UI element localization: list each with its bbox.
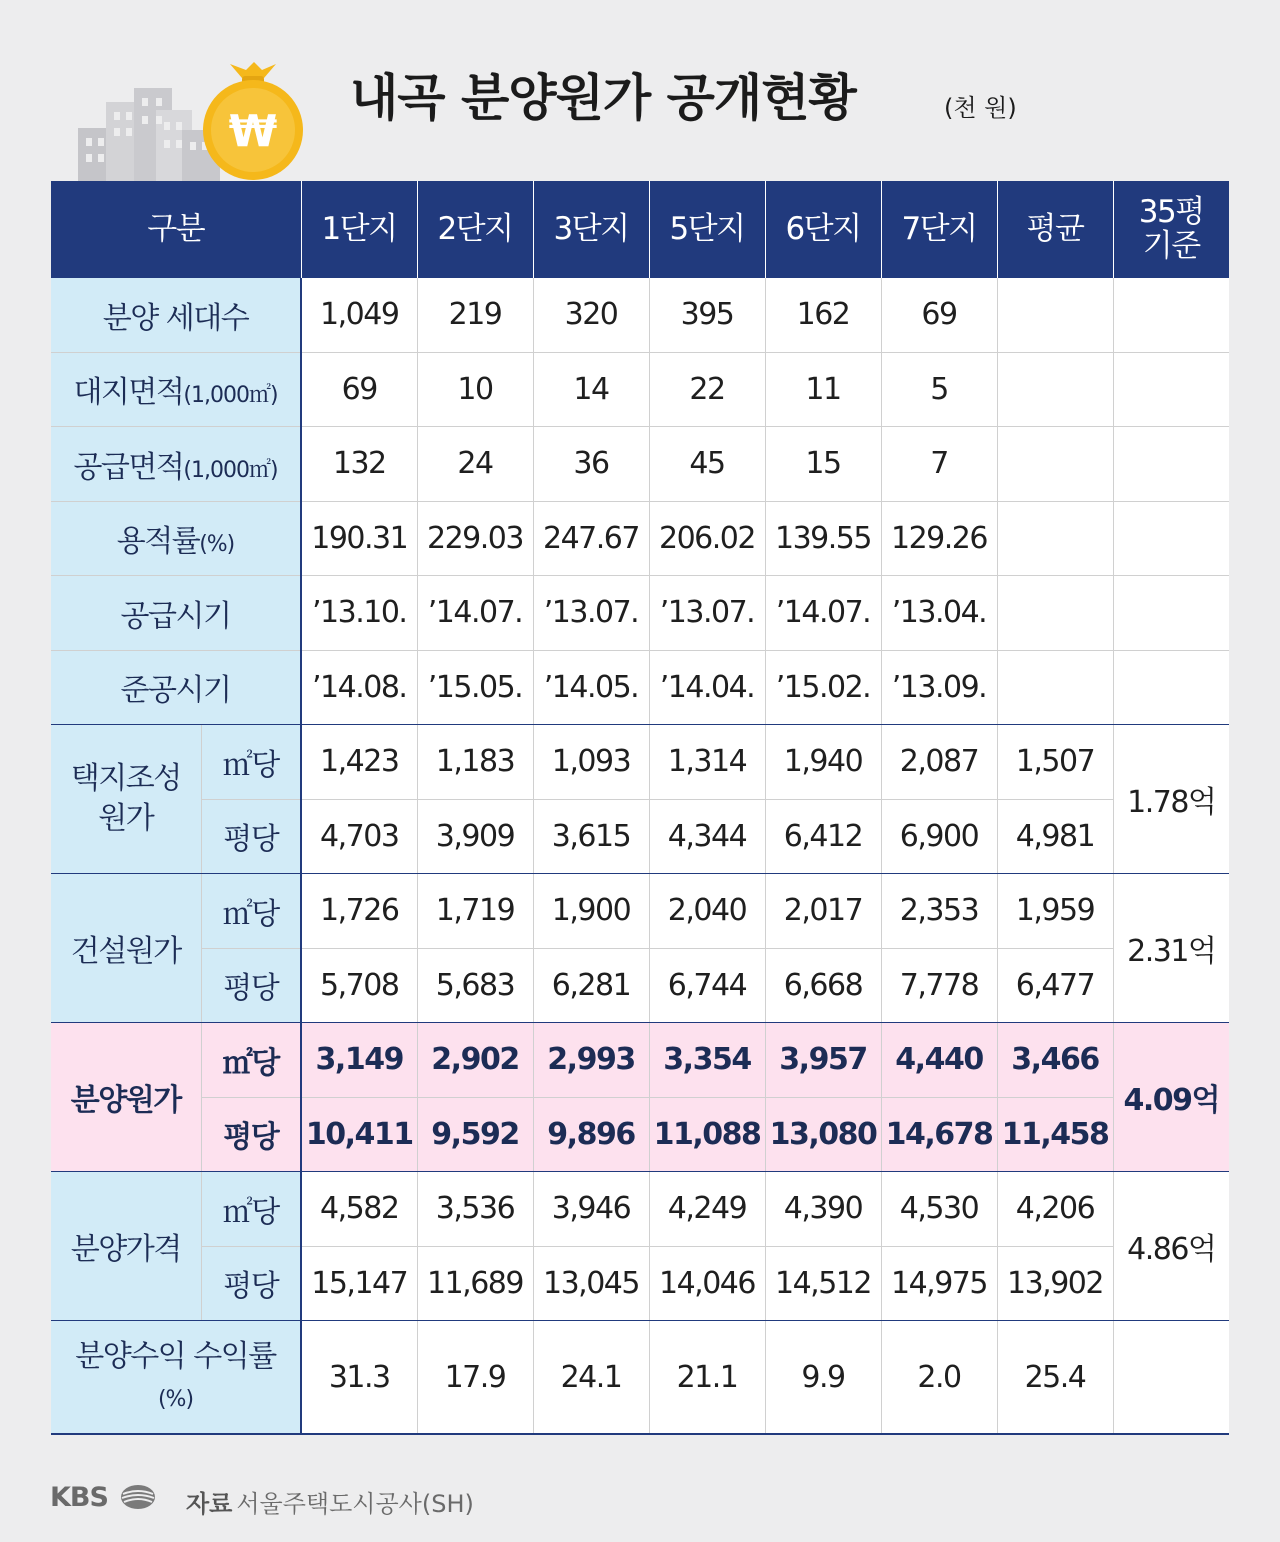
table-cell: ’14.07. [765, 576, 881, 651]
table-cell: 5,683 [417, 948, 533, 1023]
table-cell: 11,458 [997, 1097, 1113, 1172]
footer [50, 1478, 750, 1518]
table-cell: 11,689 [417, 1246, 533, 1321]
table-cell: 14,512 [765, 1246, 881, 1321]
table-cell [1113, 501, 1229, 576]
row-label-supply-area: 공급면적(1,000㎡) [51, 427, 301, 502]
table-cell: ’14.08. [301, 650, 417, 725]
table-cell: ’14.05. [533, 650, 649, 725]
table-cell [1113, 427, 1229, 502]
table-cell: 22 [649, 352, 765, 427]
header-35pyeong: 35평 기준 [1113, 181, 1229, 278]
table-cell: 2,902 [417, 1023, 533, 1098]
row-label-floor-area-ratio: 용적률(%) [51, 501, 301, 576]
table-cell: 13,902 [997, 1246, 1113, 1321]
table-cell: 2,353 [881, 874, 997, 949]
table-cell: 4,440 [881, 1023, 997, 1098]
header-average: 평균 [997, 181, 1113, 278]
table-cell [997, 576, 1113, 651]
row-label-land-area: 대지면적(1,000㎡) [51, 352, 301, 427]
table-cell: ’15.02. [765, 650, 881, 725]
header-complex-7: 7단지 [881, 181, 997, 278]
table-cell: 31.3 [301, 1321, 417, 1435]
table-cell [1113, 352, 1229, 427]
table-cell: 3,149 [301, 1023, 417, 1098]
table-cell: 15 [765, 427, 881, 502]
source-credit: 자료 서울주택도시공사(SH) [186, 1490, 474, 1518]
table-cell: 4,530 [881, 1172, 997, 1247]
table-cell: 10,411 [301, 1097, 417, 1172]
table-cell: 45 [649, 427, 765, 502]
table-row [51, 278, 1229, 352]
table-row [51, 1321, 1229, 1435]
header [0, 0, 1280, 181]
buildings-coin-illustration [70, 60, 310, 181]
total-35pyeong: 1.78억 [1113, 725, 1229, 874]
table-cell: 25.4 [997, 1321, 1113, 1435]
header-complex-5: 5단지 [649, 181, 765, 278]
table-cell: 162 [765, 278, 881, 352]
total-35pyeong: 4.86억 [1113, 1172, 1229, 1321]
group-label-sale-cost: 분양원가 [51, 1023, 201, 1172]
table-cell: 247.67 [533, 501, 649, 576]
table-cell: 14 [533, 352, 649, 427]
page-title: 내곡 분양원가 공개현황 [350, 69, 856, 127]
table-cell: 14,975 [881, 1246, 997, 1321]
table-cell: ’13.10. [301, 576, 417, 651]
table-cell: 14,678 [881, 1097, 997, 1172]
table-row [51, 352, 1229, 427]
table-cell: ’13.07. [533, 576, 649, 651]
table-cell: 6,744 [649, 948, 765, 1023]
table-row [51, 501, 1229, 576]
table-cell: 132 [301, 427, 417, 502]
table-row [51, 1023, 1229, 1098]
kbs-brand: KBS [50, 1482, 108, 1513]
table-cell: 395 [649, 278, 765, 352]
table-cell: 1,093 [533, 725, 649, 800]
table-cell: 10 [417, 352, 533, 427]
table-cell: 3,354 [649, 1023, 765, 1098]
table-cell: 2,017 [765, 874, 881, 949]
table-cell [997, 501, 1113, 576]
table-cell: 14,046 [649, 1246, 765, 1321]
table-cell: 1,900 [533, 874, 649, 949]
table-cell: 6,668 [765, 948, 881, 1023]
table-cell: 2,087 [881, 725, 997, 800]
table-cell [997, 278, 1113, 352]
table-row [51, 1172, 1229, 1247]
sub-label-pyeong: 평당 [201, 1097, 301, 1172]
table-cell: 2,993 [533, 1023, 649, 1098]
table-cell: 6,281 [533, 948, 649, 1023]
table-cell: 1,049 [301, 278, 417, 352]
table-row [51, 1097, 1229, 1172]
table-cell: 15,147 [301, 1246, 417, 1321]
table-row [51, 576, 1229, 651]
svg-text:₩: ₩ [228, 106, 278, 157]
table-row [51, 874, 1229, 949]
kbs-logo-icon [120, 1484, 156, 1510]
table-cell: 9,592 [417, 1097, 533, 1172]
table-cell: ’13.04. [881, 576, 997, 651]
table-cell: 1,719 [417, 874, 533, 949]
table-cell: 3,615 [533, 799, 649, 874]
table-row [51, 650, 1229, 725]
table-cell [1113, 278, 1229, 352]
sub-label-pyeong: 평당 [201, 1246, 301, 1321]
sub-label-sqm: ㎡당 [201, 725, 301, 800]
table-row [51, 799, 1229, 874]
table-cell: 1,314 [649, 725, 765, 800]
table-cell: 2.0 [881, 1321, 997, 1435]
table-cell: 3,957 [765, 1023, 881, 1098]
table-cell: 229.03 [417, 501, 533, 576]
table-cell: 4,703 [301, 799, 417, 874]
table-cell [997, 650, 1113, 725]
table-cell: 4,344 [649, 799, 765, 874]
total-35pyeong: 2.31억 [1113, 874, 1229, 1023]
row-label-completion: 준공시기 [51, 650, 301, 725]
table-cell: 4,582 [301, 1172, 417, 1247]
table-cell: 320 [533, 278, 649, 352]
table-cell: 206.02 [649, 501, 765, 576]
table-cell: 13,045 [533, 1246, 649, 1321]
table-cell: ’14.07. [417, 576, 533, 651]
table-cell: 9.9 [765, 1321, 881, 1435]
table-cell: 69 [301, 352, 417, 427]
table-cell: 1,726 [301, 874, 417, 949]
table-cell: 6,900 [881, 799, 997, 874]
table-cell: 11 [765, 352, 881, 427]
table-cell: 219 [417, 278, 533, 352]
cost-table [51, 181, 1229, 1435]
table-cell: 11,088 [649, 1097, 765, 1172]
table-cell: ’13.09. [881, 650, 997, 725]
sub-label-sqm: ㎡당 [201, 874, 301, 949]
table-row [51, 725, 1229, 800]
table-cell: 3,946 [533, 1172, 649, 1247]
header-complex-3: 3단지 [533, 181, 649, 278]
table-cell: ’14.04. [649, 650, 765, 725]
table-cell: 7 [881, 427, 997, 502]
header-complex-2: 2단지 [417, 181, 533, 278]
table-cell: 5 [881, 352, 997, 427]
buildings-icon [78, 88, 220, 181]
table-cell [997, 427, 1113, 502]
table-cell: 9,896 [533, 1097, 649, 1172]
table-cell: 139.55 [765, 501, 881, 576]
table-cell: 36 [533, 427, 649, 502]
table-cell [1113, 576, 1229, 651]
total-35pyeong: 4.09억 [1113, 1023, 1229, 1172]
header-category: 구분 [51, 181, 301, 278]
table-cell: ’15.05. [417, 650, 533, 725]
table-cell: 4,249 [649, 1172, 765, 1247]
header-complex-1: 1단지 [301, 181, 417, 278]
table-cell: 5,708 [301, 948, 417, 1023]
table-cell: 13,080 [765, 1097, 881, 1172]
table-cell: 129.26 [881, 501, 997, 576]
table-cell: 3,466 [997, 1023, 1113, 1098]
row-label-supply-time: 공급시기 [51, 576, 301, 651]
table-cell: 6,412 [765, 799, 881, 874]
table-cell: 1,940 [765, 725, 881, 800]
table-cell: 17.9 [417, 1321, 533, 1435]
table-row [51, 427, 1229, 502]
table-row [51, 948, 1229, 1023]
sub-label-sqm: ㎡당 [201, 1172, 301, 1247]
table-cell: 24.1 [533, 1321, 649, 1435]
unit-label: (천 원) [944, 94, 1017, 122]
sub-label-pyeong: 평당 [201, 799, 301, 874]
table-cell: 6,477 [997, 948, 1113, 1023]
table-cell: 4,981 [997, 799, 1113, 874]
table-cell: 24 [417, 427, 533, 502]
table-cell: 1,183 [417, 725, 533, 800]
group-label-construction-cost: 건설원가 [51, 874, 201, 1023]
table-cell: 3,536 [417, 1172, 533, 1247]
table-header-row [51, 181, 1229, 278]
table-cell: 2,040 [649, 874, 765, 949]
table-cell [1113, 1321, 1229, 1435]
table-cell [997, 352, 1113, 427]
sub-label-sqm: ㎡당 [201, 1023, 301, 1098]
table-cell: 4,390 [765, 1172, 881, 1247]
sub-label-pyeong: 평당 [201, 948, 301, 1023]
table-cell: 21.1 [649, 1321, 765, 1435]
table-cell: 7,778 [881, 948, 997, 1023]
table-cell [1113, 650, 1229, 725]
row-label-profit-rate: 분양수익 수익률 (%) [51, 1321, 301, 1435]
table-cell: 1,959 [997, 874, 1113, 949]
table-cell: 3,909 [417, 799, 533, 874]
group-label-site-cost: 택지조성 원가 [51, 725, 201, 874]
table-cell: 1,423 [301, 725, 417, 800]
coin-bag-icon [203, 62, 303, 180]
group-label-sale-price: 분양가격 [51, 1172, 201, 1321]
header-complex-6: 6단지 [765, 181, 881, 278]
table-cell: ’13.07. [649, 576, 765, 651]
table-cell: 4,206 [997, 1172, 1113, 1247]
table-row [51, 1246, 1229, 1321]
table-cell: 69 [881, 278, 997, 352]
table-cell: 1,507 [997, 725, 1113, 800]
table-cell: 190.31 [301, 501, 417, 576]
row-label-households: 분양 세대수 [51, 278, 301, 352]
